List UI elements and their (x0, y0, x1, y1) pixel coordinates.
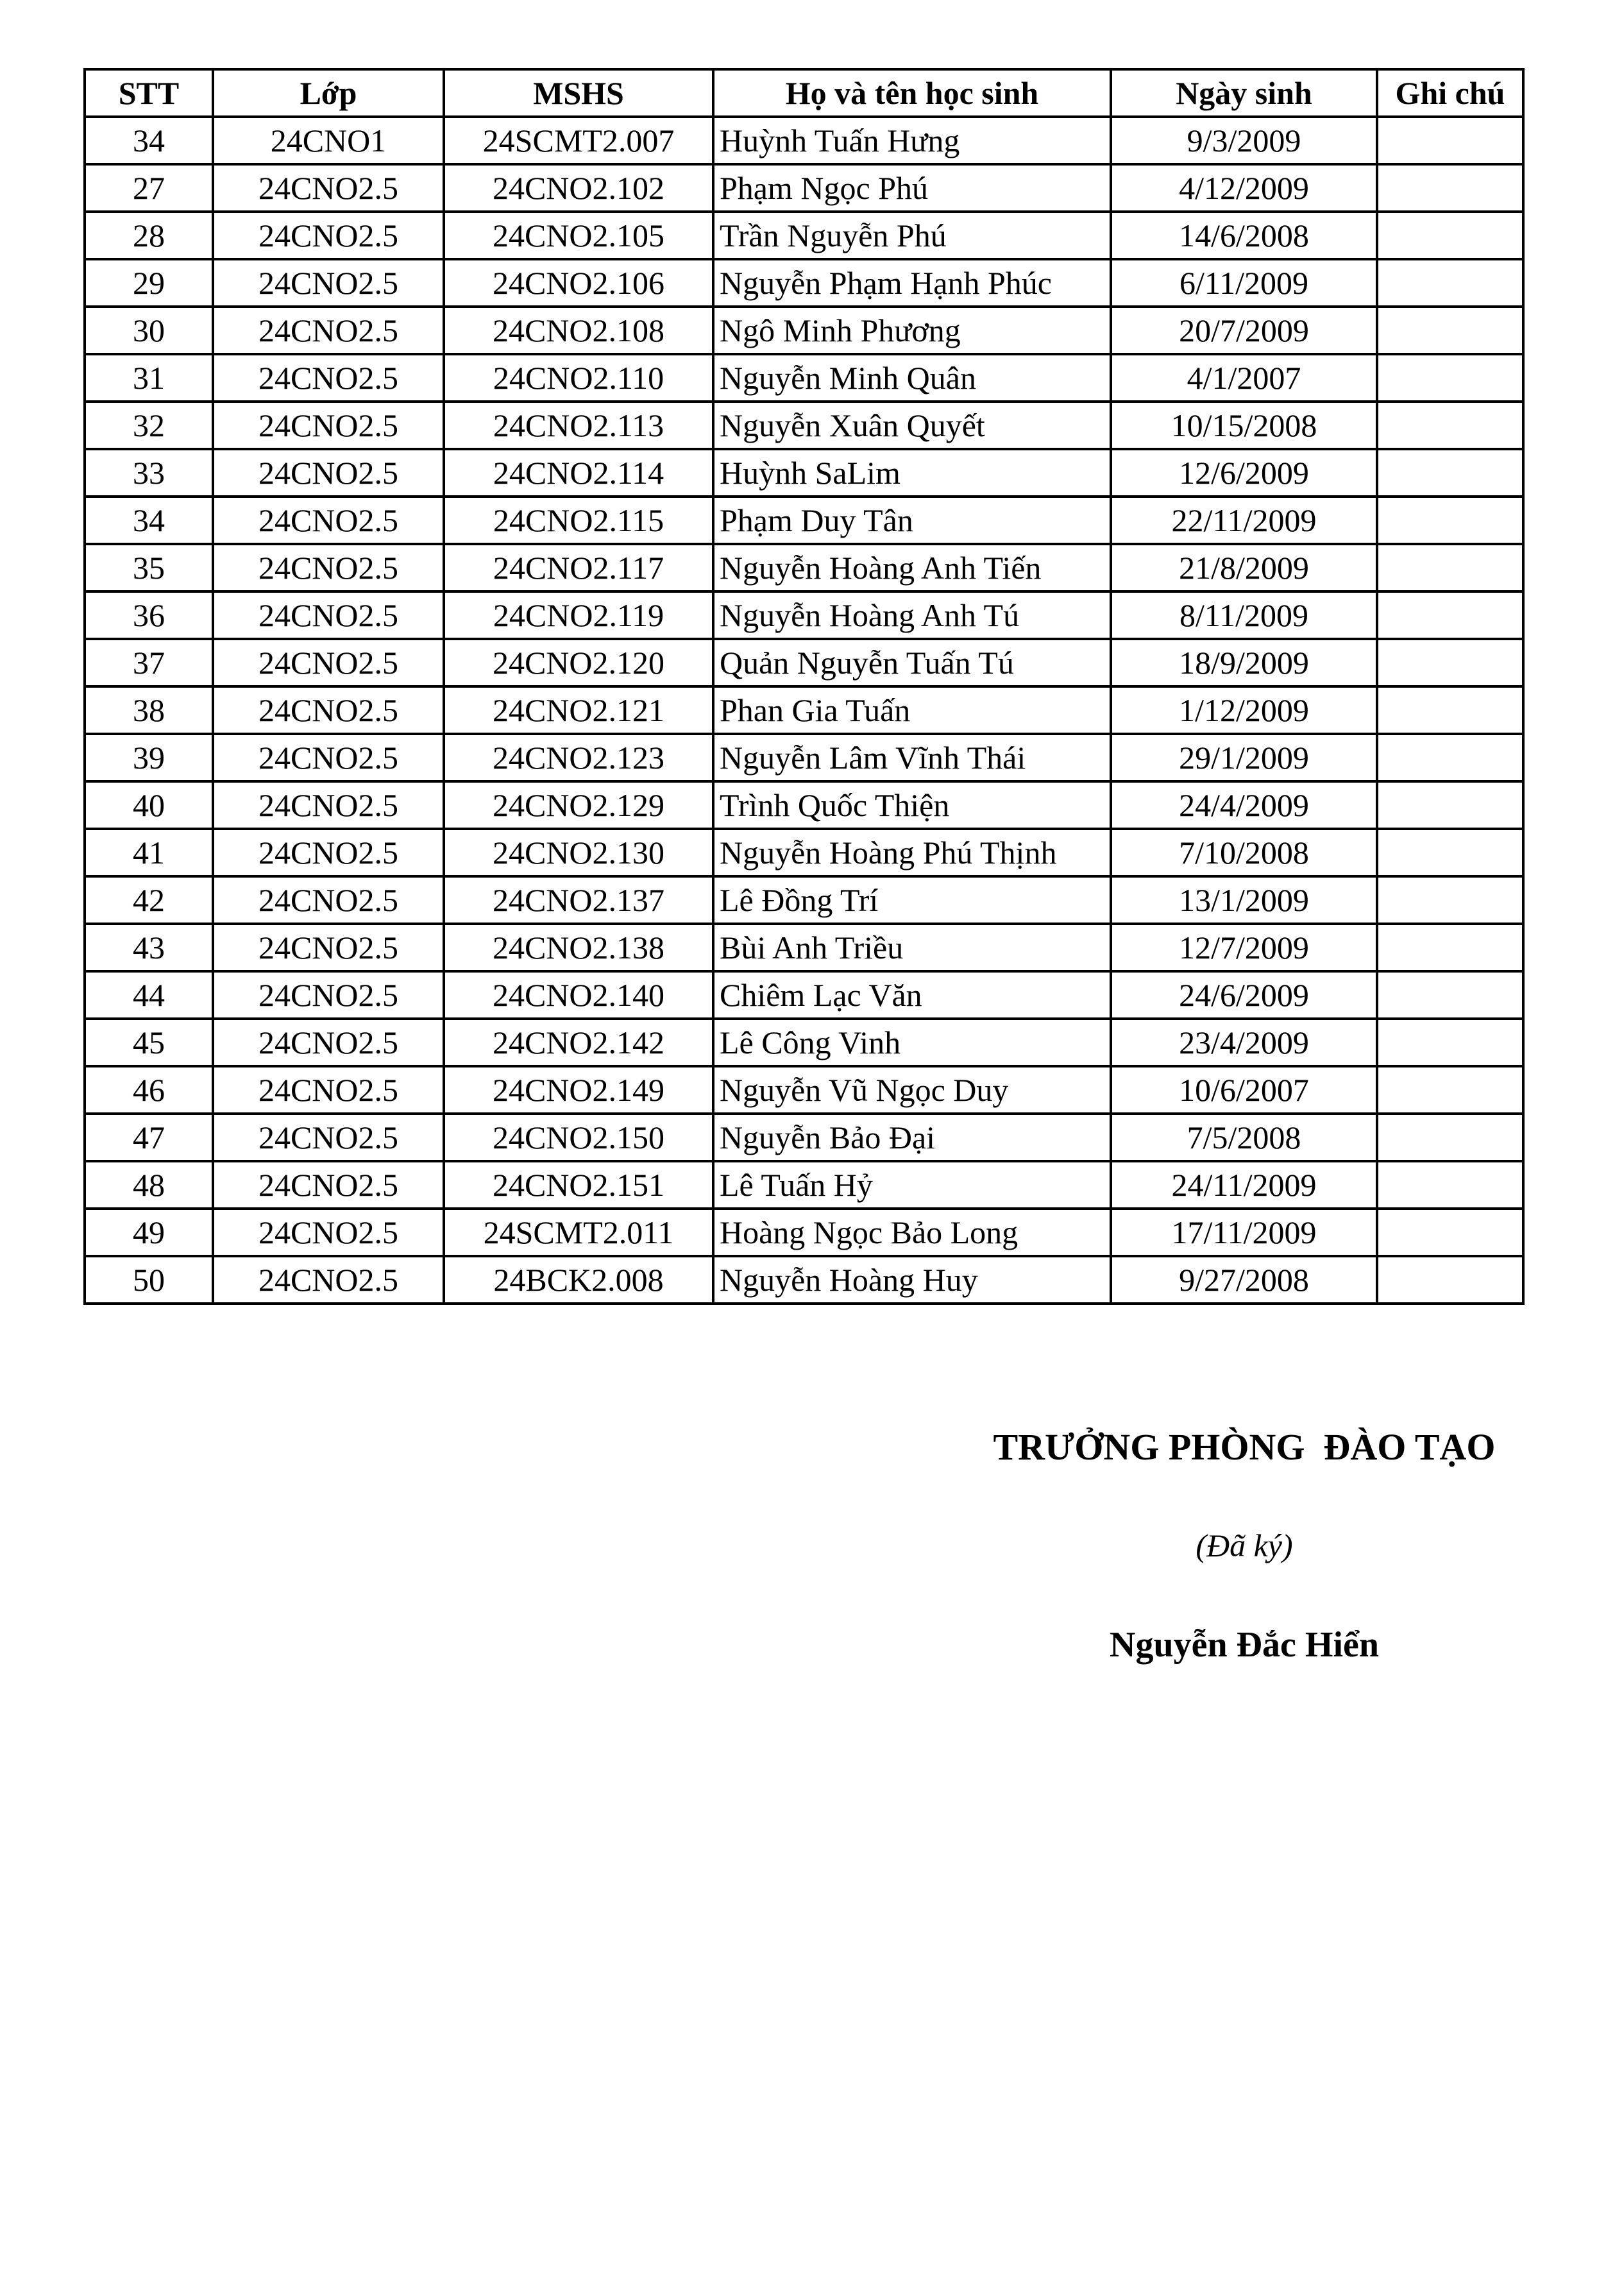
cell-birth-date: 10/6/2007 (1111, 1066, 1377, 1114)
cell-class: 24CNO2.5 (213, 1161, 444, 1209)
cell-birth-date: 17/11/2009 (1111, 1209, 1377, 1256)
cell-full-name: Hoàng Ngọc Bảo Long (713, 1209, 1111, 1256)
cell-full-name: Nguyễn Vũ Ngọc Duy (713, 1066, 1111, 1114)
cell-birth-date: 24/6/2009 (1111, 971, 1377, 1019)
cell-birth-date: 8/11/2009 (1111, 591, 1377, 639)
table-row (85, 1209, 1523, 1256)
cell-class: 24CNO2.5 (213, 734, 444, 781)
header-class: Lớp (213, 69, 444, 117)
cell-full-name: Nguyễn Phạm Hạnh Phúc (713, 259, 1111, 307)
cell-stt: 32 (85, 402, 213, 449)
cell-full-name: Trần Nguyễn Phú (713, 212, 1111, 259)
table-row (85, 307, 1523, 354)
table-row (85, 259, 1523, 307)
cell-student-id: 24CNO2.113 (444, 402, 713, 449)
cell-full-name: Lê Đồng Trí (713, 876, 1111, 924)
table-row (85, 1256, 1523, 1304)
table-row (85, 591, 1523, 639)
table-row (85, 354, 1523, 402)
cell-stt: 47 (85, 1114, 213, 1161)
cell-note (1377, 544, 1523, 591)
signatory-name: Nguyễn Đắc Hiển (1110, 1625, 1379, 1665)
cell-class: 24CNO2.5 (213, 686, 444, 734)
cell-birth-date: 24/11/2009 (1111, 1161, 1377, 1209)
cell-student-id: 24CNO2.137 (444, 876, 713, 924)
cell-student-id: 24CNO2.114 (444, 449, 713, 497)
table-row (85, 449, 1523, 497)
cell-class: 24CNO2.5 (213, 1114, 444, 1161)
cell-birth-date: 20/7/2009 (1111, 307, 1377, 354)
cell-stt: 49 (85, 1209, 213, 1256)
cell-student-id: 24CNO2.119 (444, 591, 713, 639)
cell-student-id: 24CNO2.129 (444, 781, 713, 829)
cell-class: 24CNO2.5 (213, 1066, 444, 1114)
table-row (85, 1161, 1523, 1209)
table-row (85, 686, 1523, 734)
cell-class: 24CNO2.5 (213, 971, 444, 1019)
cell-note (1377, 734, 1523, 781)
table-header-row (85, 69, 1523, 117)
cell-student-id: 24SCMT2.007 (444, 117, 713, 164)
cell-note (1377, 117, 1523, 164)
cell-birth-date: 24/4/2009 (1111, 781, 1377, 829)
cell-stt: 46 (85, 1066, 213, 1114)
table-row (85, 876, 1523, 924)
cell-stt: 38 (85, 686, 213, 734)
cell-birth-date: 4/1/2007 (1111, 354, 1377, 402)
table-row (85, 1114, 1523, 1161)
cell-note (1377, 639, 1523, 686)
cell-student-id: 24BCK2.008 (444, 1256, 713, 1304)
table-row (85, 924, 1523, 971)
cell-class: 24CNO2.5 (213, 1019, 444, 1066)
cell-note (1377, 1019, 1523, 1066)
cell-birth-date: 9/27/2008 (1111, 1256, 1377, 1304)
student-roster-table (83, 68, 1525, 1305)
cell-full-name: Nguyễn Hoàng Phú Thịnh (713, 829, 1111, 876)
cell-student-id: 24CNO2.138 (444, 924, 713, 971)
signature-status: (Đã ký) (1196, 1527, 1293, 1563)
cell-note (1377, 1114, 1523, 1161)
cell-full-name: Nguyễn Xuân Quyết (713, 402, 1111, 449)
cell-full-name: Phạm Duy Tân (713, 497, 1111, 544)
cell-full-name: Phạm Ngọc Phú (713, 164, 1111, 212)
cell-class: 24CNO2.5 (213, 164, 444, 212)
cell-note (1377, 449, 1523, 497)
cell-stt: 37 (85, 639, 213, 686)
cell-note (1377, 591, 1523, 639)
cell-class: 24CNO2.5 (213, 639, 444, 686)
cell-stt: 42 (85, 876, 213, 924)
cell-student-id: 24CNO2.120 (444, 639, 713, 686)
cell-full-name: Lê Công Vinh (713, 1019, 1111, 1066)
cell-stt: 39 (85, 734, 213, 781)
cell-stt: 43 (85, 924, 213, 971)
cell-class: 24CNO2.5 (213, 259, 444, 307)
cell-student-id: 24SCMT2.011 (444, 1209, 713, 1256)
cell-full-name: Bùi Anh Triều (713, 924, 1111, 971)
cell-stt: 28 (85, 212, 213, 259)
cell-note (1377, 212, 1523, 259)
cell-birth-date: 23/4/2009 (1111, 1019, 1377, 1066)
cell-note (1377, 686, 1523, 734)
cell-class: 24CNO2.5 (213, 591, 444, 639)
cell-stt: 44 (85, 971, 213, 1019)
cell-full-name: Phan Gia Tuấn (713, 686, 1111, 734)
cell-full-name: Nguyễn Hoàng Anh Tiến (713, 544, 1111, 591)
cell-full-name: Trình Quốc Thiện (713, 781, 1111, 829)
header-student-id: MSHS (444, 69, 713, 117)
cell-class: 24CNO2.5 (213, 1256, 444, 1304)
cell-birth-date: 7/10/2008 (1111, 829, 1377, 876)
cell-class: 24CNO2.5 (213, 781, 444, 829)
cell-note (1377, 1066, 1523, 1114)
cell-student-id: 24CNO2.130 (444, 829, 713, 876)
cell-student-id: 24CNO2.123 (444, 734, 713, 781)
cell-class: 24CNO2.5 (213, 876, 444, 924)
cell-birth-date: 6/11/2009 (1111, 259, 1377, 307)
table-row (85, 829, 1523, 876)
cell-class: 24CNO1 (213, 117, 444, 164)
cell-full-name: Ngô Minh Phương (713, 307, 1111, 354)
cell-note (1377, 307, 1523, 354)
header-note: Ghi chú (1377, 69, 1523, 117)
cell-student-id: 24CNO2.105 (444, 212, 713, 259)
table-row (85, 639, 1523, 686)
cell-stt: 50 (85, 1256, 213, 1304)
cell-class: 24CNO2.5 (213, 924, 444, 971)
cell-birth-date: 13/1/2009 (1111, 876, 1377, 924)
cell-student-id: 24CNO2.151 (444, 1161, 713, 1209)
cell-full-name: Nguyễn Lâm Vĩnh Thái (713, 734, 1111, 781)
cell-note (1377, 829, 1523, 876)
cell-note (1377, 1256, 1523, 1304)
table-body (85, 117, 1523, 1304)
cell-stt: 36 (85, 591, 213, 639)
cell-full-name: Nguyễn Bảo Đại (713, 1114, 1111, 1161)
cell-stt: 35 (85, 544, 213, 591)
cell-full-name: Quản Nguyễn Tuấn Tú (713, 639, 1111, 686)
cell-full-name: Chiêm Lạc Văn (713, 971, 1111, 1019)
cell-stt: 27 (85, 164, 213, 212)
cell-full-name: Lê Tuấn Hỷ (713, 1161, 1111, 1209)
cell-stt: 48 (85, 1161, 213, 1209)
table-row (85, 1066, 1523, 1114)
cell-class: 24CNO2.5 (213, 497, 444, 544)
cell-stt: 45 (85, 1019, 213, 1066)
cell-student-id: 24CNO2.108 (444, 307, 713, 354)
cell-birth-date: 21/8/2009 (1111, 544, 1377, 591)
cell-stt: 33 (85, 449, 213, 497)
cell-note (1377, 924, 1523, 971)
cell-note (1377, 497, 1523, 544)
table-row (85, 212, 1523, 259)
table-row (85, 1019, 1523, 1066)
cell-birth-date: 18/9/2009 (1111, 639, 1377, 686)
cell-birth-date: 12/6/2009 (1111, 449, 1377, 497)
cell-student-id: 24CNO2.140 (444, 971, 713, 1019)
table-row (85, 164, 1523, 212)
table-row (85, 781, 1523, 829)
cell-full-name: Huỳnh Tuấn Hưng (713, 117, 1111, 164)
cell-stt: 40 (85, 781, 213, 829)
header-full-name: Họ và tên học sinh (713, 69, 1111, 117)
cell-student-id: 24CNO2.110 (444, 354, 713, 402)
cell-birth-date: 12/7/2009 (1111, 924, 1377, 971)
table-row (85, 497, 1523, 544)
cell-class: 24CNO2.5 (213, 829, 444, 876)
cell-student-id: 24CNO2.117 (444, 544, 713, 591)
cell-stt: 34 (85, 497, 213, 544)
cell-note (1377, 164, 1523, 212)
cell-birth-date: 7/5/2008 (1111, 1114, 1377, 1161)
cell-note (1377, 1209, 1523, 1256)
cell-birth-date: 10/15/2008 (1111, 402, 1377, 449)
cell-birth-date: 1/12/2009 (1111, 686, 1377, 734)
header-stt: STT (85, 69, 213, 117)
cell-class: 24CNO2.5 (213, 1209, 444, 1256)
cell-note (1377, 876, 1523, 924)
table-row (85, 971, 1523, 1019)
cell-student-id: 24CNO2.142 (444, 1019, 713, 1066)
cell-stt: 34 (85, 117, 213, 164)
cell-birth-date: 29/1/2009 (1111, 734, 1377, 781)
cell-student-id: 24CNO2.106 (444, 259, 713, 307)
header-birth-date: Ngày sinh (1111, 69, 1377, 117)
cell-class: 24CNO2.5 (213, 212, 444, 259)
cell-class: 24CNO2.5 (213, 449, 444, 497)
cell-student-id: 24CNO2.102 (444, 164, 713, 212)
cell-birth-date: 4/12/2009 (1111, 164, 1377, 212)
cell-class: 24CNO2.5 (213, 544, 444, 591)
cell-student-id: 24CNO2.115 (444, 497, 713, 544)
cell-full-name: Nguyễn Minh Quân (713, 354, 1111, 402)
cell-class: 24CNO2.5 (213, 307, 444, 354)
cell-note (1377, 781, 1523, 829)
table-row (85, 402, 1523, 449)
cell-note (1377, 354, 1523, 402)
table-row (85, 734, 1523, 781)
cell-birth-date: 9/3/2009 (1111, 117, 1377, 164)
cell-full-name: Nguyễn Hoàng Huy (713, 1256, 1111, 1304)
cell-birth-date: 14/6/2008 (1111, 212, 1377, 259)
cell-stt: 29 (85, 259, 213, 307)
cell-stt: 30 (85, 307, 213, 354)
cell-student-id: 24CNO2.150 (444, 1114, 713, 1161)
cell-full-name: Nguyễn Hoàng Anh Tú (713, 591, 1111, 639)
cell-note (1377, 971, 1523, 1019)
table-row (85, 544, 1523, 591)
table-row (85, 117, 1523, 164)
cell-birth-date: 22/11/2009 (1111, 497, 1377, 544)
cell-note (1377, 402, 1523, 449)
cell-note (1377, 1161, 1523, 1209)
cell-class: 24CNO2.5 (213, 402, 444, 449)
cell-full-name: Huỳnh SaLim (713, 449, 1111, 497)
cell-note (1377, 259, 1523, 307)
cell-class: 24CNO2.5 (213, 354, 444, 402)
cell-student-id: 24CNO2.149 (444, 1066, 713, 1114)
signature-title: TRƯỞNG PHÒNG ĐÀO TẠO (993, 1426, 1496, 1468)
cell-stt: 41 (85, 829, 213, 876)
cell-student-id: 24CNO2.121 (444, 686, 713, 734)
cell-stt: 31 (85, 354, 213, 402)
